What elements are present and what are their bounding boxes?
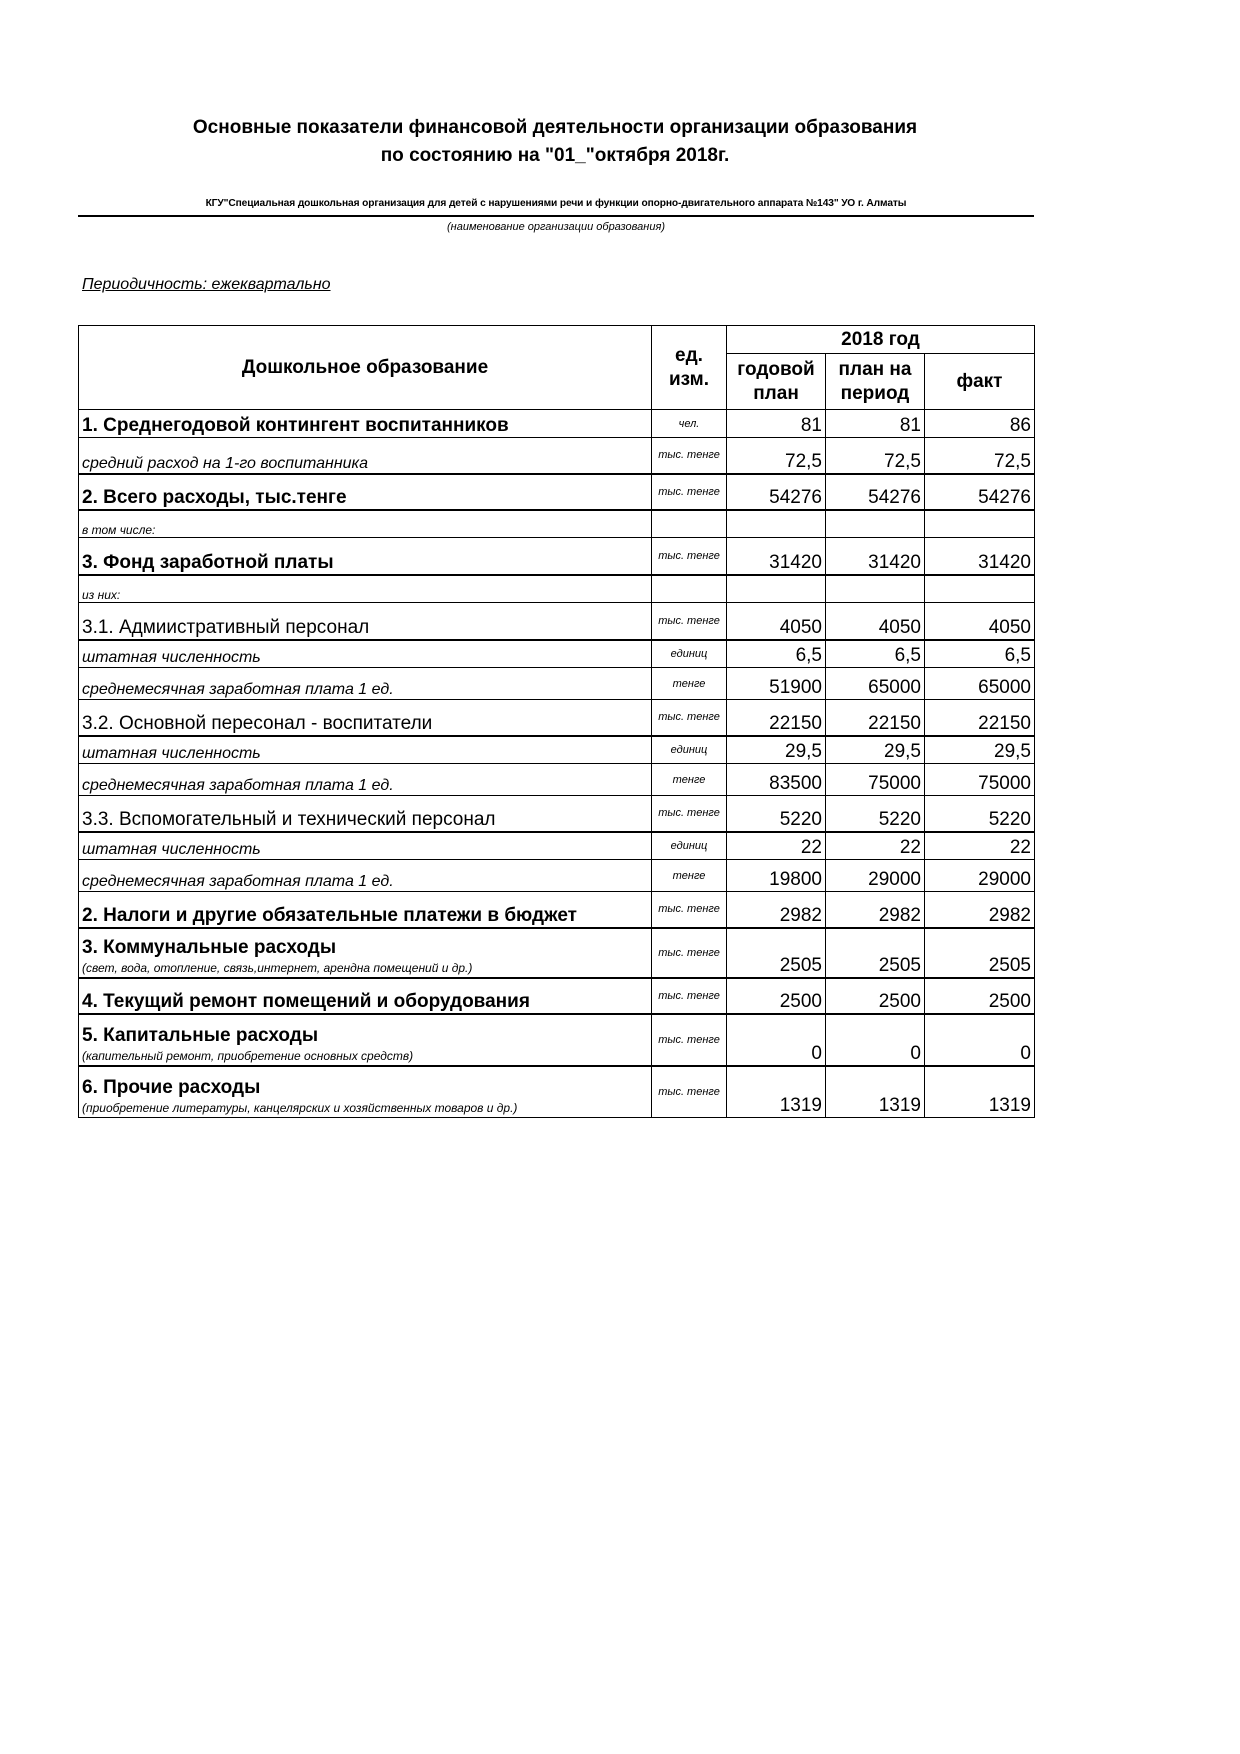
cell-fact: 29,5 xyxy=(925,736,1035,764)
cell-fact: 75000 xyxy=(925,764,1035,796)
row-unit: тенге xyxy=(652,668,727,700)
row-title: 6. Прочие расходы xyxy=(82,1077,261,1098)
cell-period: 29,5 xyxy=(826,736,925,764)
organization-underline xyxy=(78,215,1034,217)
row-unit: тыс. тенге xyxy=(652,928,727,978)
row-unit: тыс. тенге xyxy=(652,978,727,1014)
cell-period: 2505 xyxy=(826,928,925,978)
cell-period: 29000 xyxy=(826,860,925,892)
cell-annual: 2982 xyxy=(727,892,826,928)
row-name: среднемесячная заработная плата 1 ед. xyxy=(79,764,652,796)
cell-period: 81 xyxy=(826,410,925,438)
table-row xyxy=(79,474,1035,510)
cell-period: 75000 xyxy=(826,764,925,796)
header-year: 2018 год xyxy=(727,326,1035,354)
cell-period: 1319 xyxy=(826,1066,925,1118)
row-name xyxy=(79,1014,652,1066)
row-name: 3.2. Основной пересонал - воспитатели xyxy=(79,700,652,736)
row-name xyxy=(79,928,652,978)
cell-fact: 65000 xyxy=(925,668,1035,700)
table-row xyxy=(79,510,1035,538)
cell-annual: 54276 xyxy=(727,474,826,510)
cell-annual: 4050 xyxy=(727,603,826,640)
row-unit: тенге xyxy=(652,764,727,796)
row-name: 3. Фонд заработной платы xyxy=(79,538,652,575)
cell-fact xyxy=(925,510,1035,538)
cell-period: 5220 xyxy=(826,796,925,832)
row-detail: (свет, вода, отопление, связь,интернет, арендна помещений и др.) xyxy=(82,960,473,975)
row-title: 5. Капитальные расходы xyxy=(82,1024,319,1046)
cell-annual: 31420 xyxy=(727,538,826,575)
row-unit: единиц xyxy=(652,832,727,860)
cell-period xyxy=(826,575,925,603)
cell-annual: 2500 xyxy=(727,978,826,1014)
cell-fact: 86 xyxy=(925,410,1035,438)
cell-fact: 2982 xyxy=(925,892,1035,928)
table-row xyxy=(79,736,1035,764)
row-name xyxy=(79,1066,652,1118)
table-row xyxy=(79,668,1035,700)
cell-period: 54276 xyxy=(826,474,925,510)
row-unit: тыс. тенге xyxy=(652,474,727,510)
cell-period: 65000 xyxy=(826,668,925,700)
table-row xyxy=(79,978,1035,1014)
cell-annual: 29,5 xyxy=(727,736,826,764)
row-name: средний расход на 1-го воспитанника xyxy=(79,438,652,474)
row-name: среднемесячная заработная плата 1 ед. xyxy=(79,668,652,700)
cell-period: 22 xyxy=(826,832,925,860)
table-row xyxy=(79,575,1035,603)
row-unit: тыс. тенге xyxy=(652,538,727,575)
row-unit: тыс. тенге xyxy=(652,603,727,640)
cell-period xyxy=(826,510,925,538)
cell-annual: 1319 xyxy=(727,1066,826,1118)
row-name: 1. Среднегодовой контингент воспитанников xyxy=(79,410,652,438)
table-row xyxy=(79,438,1035,474)
cell-fact: 6,5 xyxy=(925,640,1035,668)
cell-annual xyxy=(727,510,826,538)
table-row xyxy=(79,928,1035,978)
cell-period: 2982 xyxy=(826,892,925,928)
cell-fact: 2505 xyxy=(925,928,1035,978)
row-detail: (капительный ремонт, приобретение основных средств) xyxy=(82,1048,414,1063)
cell-annual: 83500 xyxy=(727,764,826,796)
row-name: 4. Текущий ремонт помещений и оборудования xyxy=(79,978,652,1014)
table-row xyxy=(79,1014,1035,1066)
row-name: в том числе: xyxy=(79,510,652,538)
cell-period: 4050 xyxy=(826,603,925,640)
cell-fact: 29000 xyxy=(925,860,1035,892)
cell-fact: 54276 xyxy=(925,474,1035,510)
row-name: 3.3. Вспомогательный и технический персонал xyxy=(79,796,652,832)
header-annual-plan: годовой план xyxy=(727,354,826,410)
row-unit: тыс. тенге xyxy=(652,892,727,928)
row-name: штатная численность xyxy=(79,736,652,764)
cell-annual: 22 xyxy=(727,832,826,860)
document-title-line2: по состоянию на "01_"октября 2018г. xyxy=(380,145,730,166)
row-unit: тыс. тенге xyxy=(652,700,727,736)
cell-fact: 31420 xyxy=(925,538,1035,575)
cell-annual: 22150 xyxy=(727,700,826,736)
cell-annual: 51900 xyxy=(727,668,826,700)
cell-fact: 4050 xyxy=(925,603,1035,640)
cell-period: 72,5 xyxy=(826,438,925,474)
financial-indicators-table xyxy=(78,325,1035,1118)
row-unit xyxy=(652,575,727,603)
cell-annual: 72,5 xyxy=(727,438,826,474)
table-row xyxy=(79,860,1035,892)
row-name: 3.1. Адмиистративный персонал xyxy=(79,603,652,640)
document-title-line1: Основные показатели финансовой деятельности организации образования xyxy=(192,117,918,138)
row-name: 2. Налоги и другие обязательные платежи в бюджет xyxy=(79,892,652,928)
table-row xyxy=(79,764,1035,796)
cell-period: 0 xyxy=(826,1014,925,1066)
cell-fact: 2500 xyxy=(925,978,1035,1014)
cell-annual: 6,5 xyxy=(727,640,826,668)
table-row xyxy=(79,640,1035,668)
cell-fact: 1319 xyxy=(925,1066,1035,1118)
table-row xyxy=(79,700,1035,736)
cell-fact: 5220 xyxy=(925,796,1035,832)
header-unit: ед. изм. xyxy=(652,326,727,410)
cell-fact: 72,5 xyxy=(925,438,1035,474)
row-name: штатная численность xyxy=(79,832,652,860)
row-unit: тыс. тенге xyxy=(652,1014,727,1066)
row-unit: тыс. тенге xyxy=(652,438,727,474)
row-unit: тыс. тенге xyxy=(652,1066,727,1118)
row-unit: единиц xyxy=(652,640,727,668)
header-name: Дошкольное образование xyxy=(79,326,652,410)
row-name: штатная численность xyxy=(79,640,652,668)
cell-annual xyxy=(727,575,826,603)
table-row xyxy=(79,1066,1035,1118)
cell-period: 6,5 xyxy=(826,640,925,668)
row-name: среднемесячная заработная плата 1 ед. xyxy=(79,860,652,892)
row-unit: чел. xyxy=(652,410,727,438)
cell-period: 22150 xyxy=(826,700,925,736)
row-unit xyxy=(652,510,727,538)
header-fact: факт xyxy=(925,354,1035,410)
cell-annual: 5220 xyxy=(727,796,826,832)
row-detail: (приобретение литературы, канцелярских и хозяйственных товаров и др.) xyxy=(82,1101,518,1115)
cell-period: 2500 xyxy=(826,978,925,1014)
organization-name: КГУ"Специальная дошкольная организация для детей с нарушениями речи и функции опорно-двигательного аппарата №143" УО г. Алматы xyxy=(205,198,907,209)
cell-fact: 22 xyxy=(925,832,1035,860)
cell-fact: 22150 xyxy=(925,700,1035,736)
cell-fact: 0 xyxy=(925,1014,1035,1066)
row-unit: тыс. тенге xyxy=(652,796,727,832)
table-row xyxy=(79,832,1035,860)
cell-annual: 2505 xyxy=(727,928,826,978)
cell-annual: 81 xyxy=(727,410,826,438)
periodicity-label: Периодичность: ежеквартально xyxy=(82,276,331,293)
table-row xyxy=(79,603,1035,640)
organization-caption: (наименование организации образования) xyxy=(447,221,665,233)
row-title: 3. Коммунальные расходы xyxy=(82,936,337,958)
table-row xyxy=(79,796,1035,832)
cell-period: 31420 xyxy=(826,538,925,575)
table-row xyxy=(79,538,1035,575)
row-unit: тенге xyxy=(652,860,727,892)
cell-annual: 0 xyxy=(727,1014,826,1066)
cell-fact xyxy=(925,575,1035,603)
row-name: из них: xyxy=(79,575,652,603)
cell-annual: 19800 xyxy=(727,860,826,892)
table-row xyxy=(79,892,1035,928)
row-name: 2. Всего расходы, тыс.тенге xyxy=(79,474,652,510)
table-row xyxy=(79,410,1035,438)
row-unit: единиц xyxy=(652,736,727,764)
header-period-plan: план на период xyxy=(826,354,925,410)
